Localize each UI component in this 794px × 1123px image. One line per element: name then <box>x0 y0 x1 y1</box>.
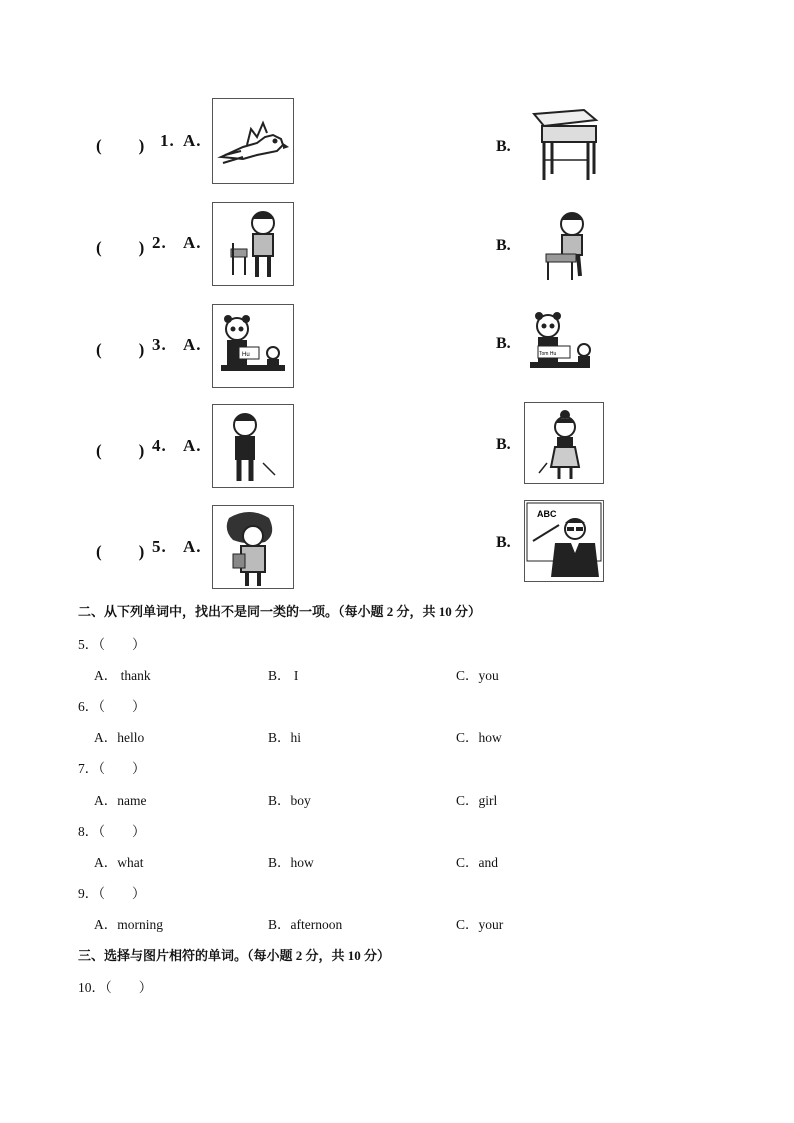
section-2-title: 二、从下列单词中，找出不是同一类的一项。（每小题 2 分，共 10 分） <box>78 604 482 619</box>
question-10-text: 10．（ ） <box>78 980 153 995</box>
question-1-a-label: A. <box>183 131 202 150</box>
q5-option-b[interactable]: B． I <box>268 668 299 683</box>
bird-picture[interactable] <box>212 98 294 184</box>
question-8-text: 8．（ ） <box>78 824 146 839</box>
girl-icon <box>525 403 603 483</box>
boy-chair-icon <box>213 203 293 285</box>
question-9-text: 9．（ ） <box>78 886 146 901</box>
question-1-bracket: ( ) <box>96 136 146 155</box>
question-1-number: 1. <box>160 131 175 150</box>
q9-option-a[interactable]: A．morning <box>94 917 163 932</box>
question-5-b-label: B. <box>496 534 511 551</box>
book-b-text: Tom Hu <box>539 351 557 357</box>
q7-option-c[interactable]: C．girl <box>456 793 498 808</box>
desk-icon <box>524 104 602 184</box>
q5-option-a[interactable]: A． thank <box>94 668 151 683</box>
panda-book-picture-a[interactable] <box>212 304 294 388</box>
boy-on-chair-picture[interactable] <box>524 204 602 284</box>
boy-by-chair-picture[interactable] <box>212 202 294 286</box>
q9-option-b[interactable]: B．afternoon <box>268 917 343 932</box>
question-5-bracket: ( ) <box>96 542 146 561</box>
question-3-bracket: ( ) <box>96 340 146 359</box>
question-6-text: 6．（ ） <box>78 699 146 714</box>
boy-icon <box>213 405 293 487</box>
q7-option-b[interactable]: B．boy <box>268 793 311 808</box>
panda-book-picture-b[interactable] <box>524 304 602 384</box>
question-2-b-label: B. <box>496 237 511 254</box>
desk-picture[interactable] <box>524 104 602 184</box>
question-2-bracket: ( ) <box>96 238 146 257</box>
question-3-a-label: A. <box>183 335 202 354</box>
boy-standing-picture[interactable] <box>212 404 294 488</box>
q8-option-b[interactable]: B．how <box>268 855 314 870</box>
girl-standing-picture[interactable] <box>524 402 604 484</box>
question-3-b-label: B. <box>496 335 511 352</box>
book-a-text: Hu <box>242 352 250 358</box>
q6-option-c[interactable]: C．how <box>456 730 502 745</box>
q6-option-a[interactable]: A．hello <box>94 730 145 745</box>
panda-icon <box>213 305 293 387</box>
question-7-text: 7．（ ） <box>78 761 146 776</box>
bird-icon <box>213 99 293 183</box>
q8-option-c[interactable]: C．and <box>456 855 498 870</box>
student-picture[interactable] <box>212 505 294 589</box>
question-1-b-label: B. <box>496 138 511 155</box>
question-3-number: 3. <box>152 335 167 354</box>
teacher-icon <box>525 501 603 581</box>
question-4-b-label: B. <box>496 436 511 453</box>
q6-option-b[interactable]: B．hi <box>268 730 302 745</box>
teacher-picture[interactable] <box>524 500 604 582</box>
question-2-a-label: A. <box>183 233 202 252</box>
question-4-number: 4. <box>152 436 167 455</box>
question-2-number: 2. <box>152 233 167 252</box>
boy-sitting-icon <box>524 204 602 284</box>
question-5-number: 5. <box>152 537 167 556</box>
q5-option-c[interactable]: C．you <box>456 668 499 683</box>
question-4-a-label: A. <box>183 436 202 455</box>
q8-option-a[interactable]: A．what <box>94 855 144 870</box>
question-5-text: 5．（ ） <box>78 637 146 652</box>
panda-icon-b <box>524 304 602 384</box>
q7-option-a[interactable]: A．name <box>94 793 147 808</box>
board-text: ABC <box>537 509 557 519</box>
question-4-bracket: ( ) <box>96 441 146 460</box>
q9-option-c[interactable]: C．your <box>456 917 504 932</box>
student-icon <box>213 506 293 588</box>
section-3-title: 三、选择与图片相符的单词。（每小题 2 分，共 10 分） <box>78 948 391 963</box>
question-5-a-label: A. <box>183 537 202 556</box>
